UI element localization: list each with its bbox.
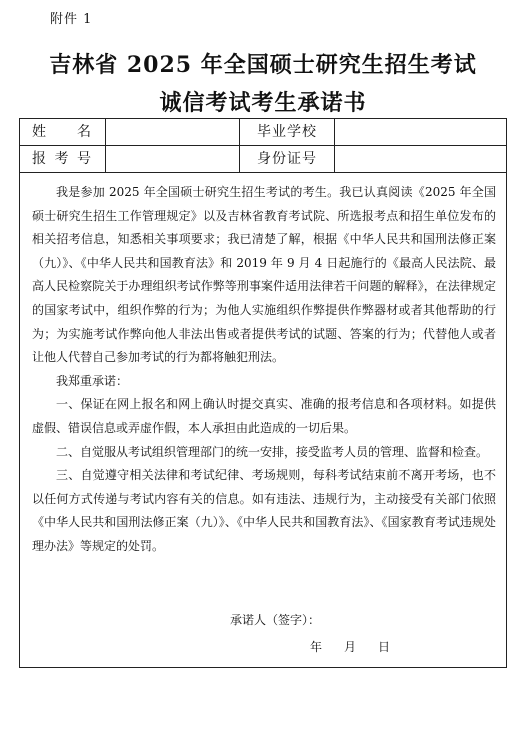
pledge-paragraph-item3: 三、自觉遵守相关法律和考试纪律、考场规则，每科考试结束前不离开考场，也不以任何方式传递与考试内容有关的信息。如有违法、违规行为，主动接受有关部门依照《中华人民共和国刑法修正案（九）》、《中华人民共和国教育法》、《国家教育考试违规处理办法》等规定的处罚。 bbox=[32, 468, 496, 553]
exam-no-label: 报考号 bbox=[32, 151, 93, 167]
pledge-paragraph-intro: 我是参加 2025 年全国硕士研究生招生考试的考生。我已认真阅读《2025 年全国硕士研究生招生工作管理规定》以及吉林省教育考试院、所选报考点和招生单位发布的相关招考信息，知悉相关事项要求；我已清楚了解，根据《中华人民共和国刑法修正案（九）》、《中华人民共和国教育法》和 2019 年 9 月 4 日起施行的《最高人民法院、最高人民检察院关于办理组织考试作弊等刑事案件适用法律若干问题的解释》，在法律规定的国家考试中，组织作弊的行为；为他人实施组织作弊提供作弊器材或者其他帮助的行为；为实施考试作弊向他人非法出售或者提供考试的试题、答案的行为；代替他人或者让他人代替自己参加考试的行为都将触犯刑法。 bbox=[32, 185, 496, 365]
pledge-paragraph-item2: 二、自觉服从考试组织管理部门的统一安排，接受监考人员的管理、监督和检查。 bbox=[56, 444, 489, 459]
school-label-cell bbox=[240, 119, 335, 145]
id-label-cell bbox=[240, 146, 335, 172]
pledge-form bbox=[19, 118, 507, 668]
pledge-body bbox=[32, 181, 496, 559]
name-label-cell bbox=[20, 119, 106, 145]
document-title-line1: 吉林省 2025 年全国硕士研究生招生考试 bbox=[49, 52, 477, 78]
school-label: 毕业学校 bbox=[257, 124, 317, 140]
name-field[interactable] bbox=[106, 119, 240, 145]
id-label: 身份证号 bbox=[257, 151, 317, 167]
form-row-name-school bbox=[20, 119, 506, 146]
form-row-examno-id bbox=[20, 146, 506, 173]
pledge-paragraph-item1: 一、保证在网上报名和网上确认时提交真实、准确的报考信息和各项材料。如提供虚假、错误信息或弄虚作假，本人承担由此造成的一切后果。 bbox=[32, 397, 496, 435]
exam-no-label-cell bbox=[20, 146, 106, 172]
signature-label: 承诺人（签字）： bbox=[230, 613, 321, 627]
exam-no-field[interactable] bbox=[106, 146, 240, 172]
date-line bbox=[310, 638, 390, 655]
name-label: 姓 名 bbox=[32, 124, 93, 140]
id-field[interactable] bbox=[335, 146, 506, 172]
pledge-paragraph-solemn: 我郑重承诺： bbox=[56, 373, 129, 388]
document-title-line2: 诚信考试考生承诺书 bbox=[159, 90, 367, 116]
date-day-label: 日 bbox=[378, 640, 391, 654]
date-year-label: 年 bbox=[310, 640, 323, 654]
date-month-label: 月 bbox=[344, 640, 357, 654]
attachment-label: 附件 1 bbox=[50, 12, 93, 27]
school-field[interactable] bbox=[335, 119, 506, 145]
